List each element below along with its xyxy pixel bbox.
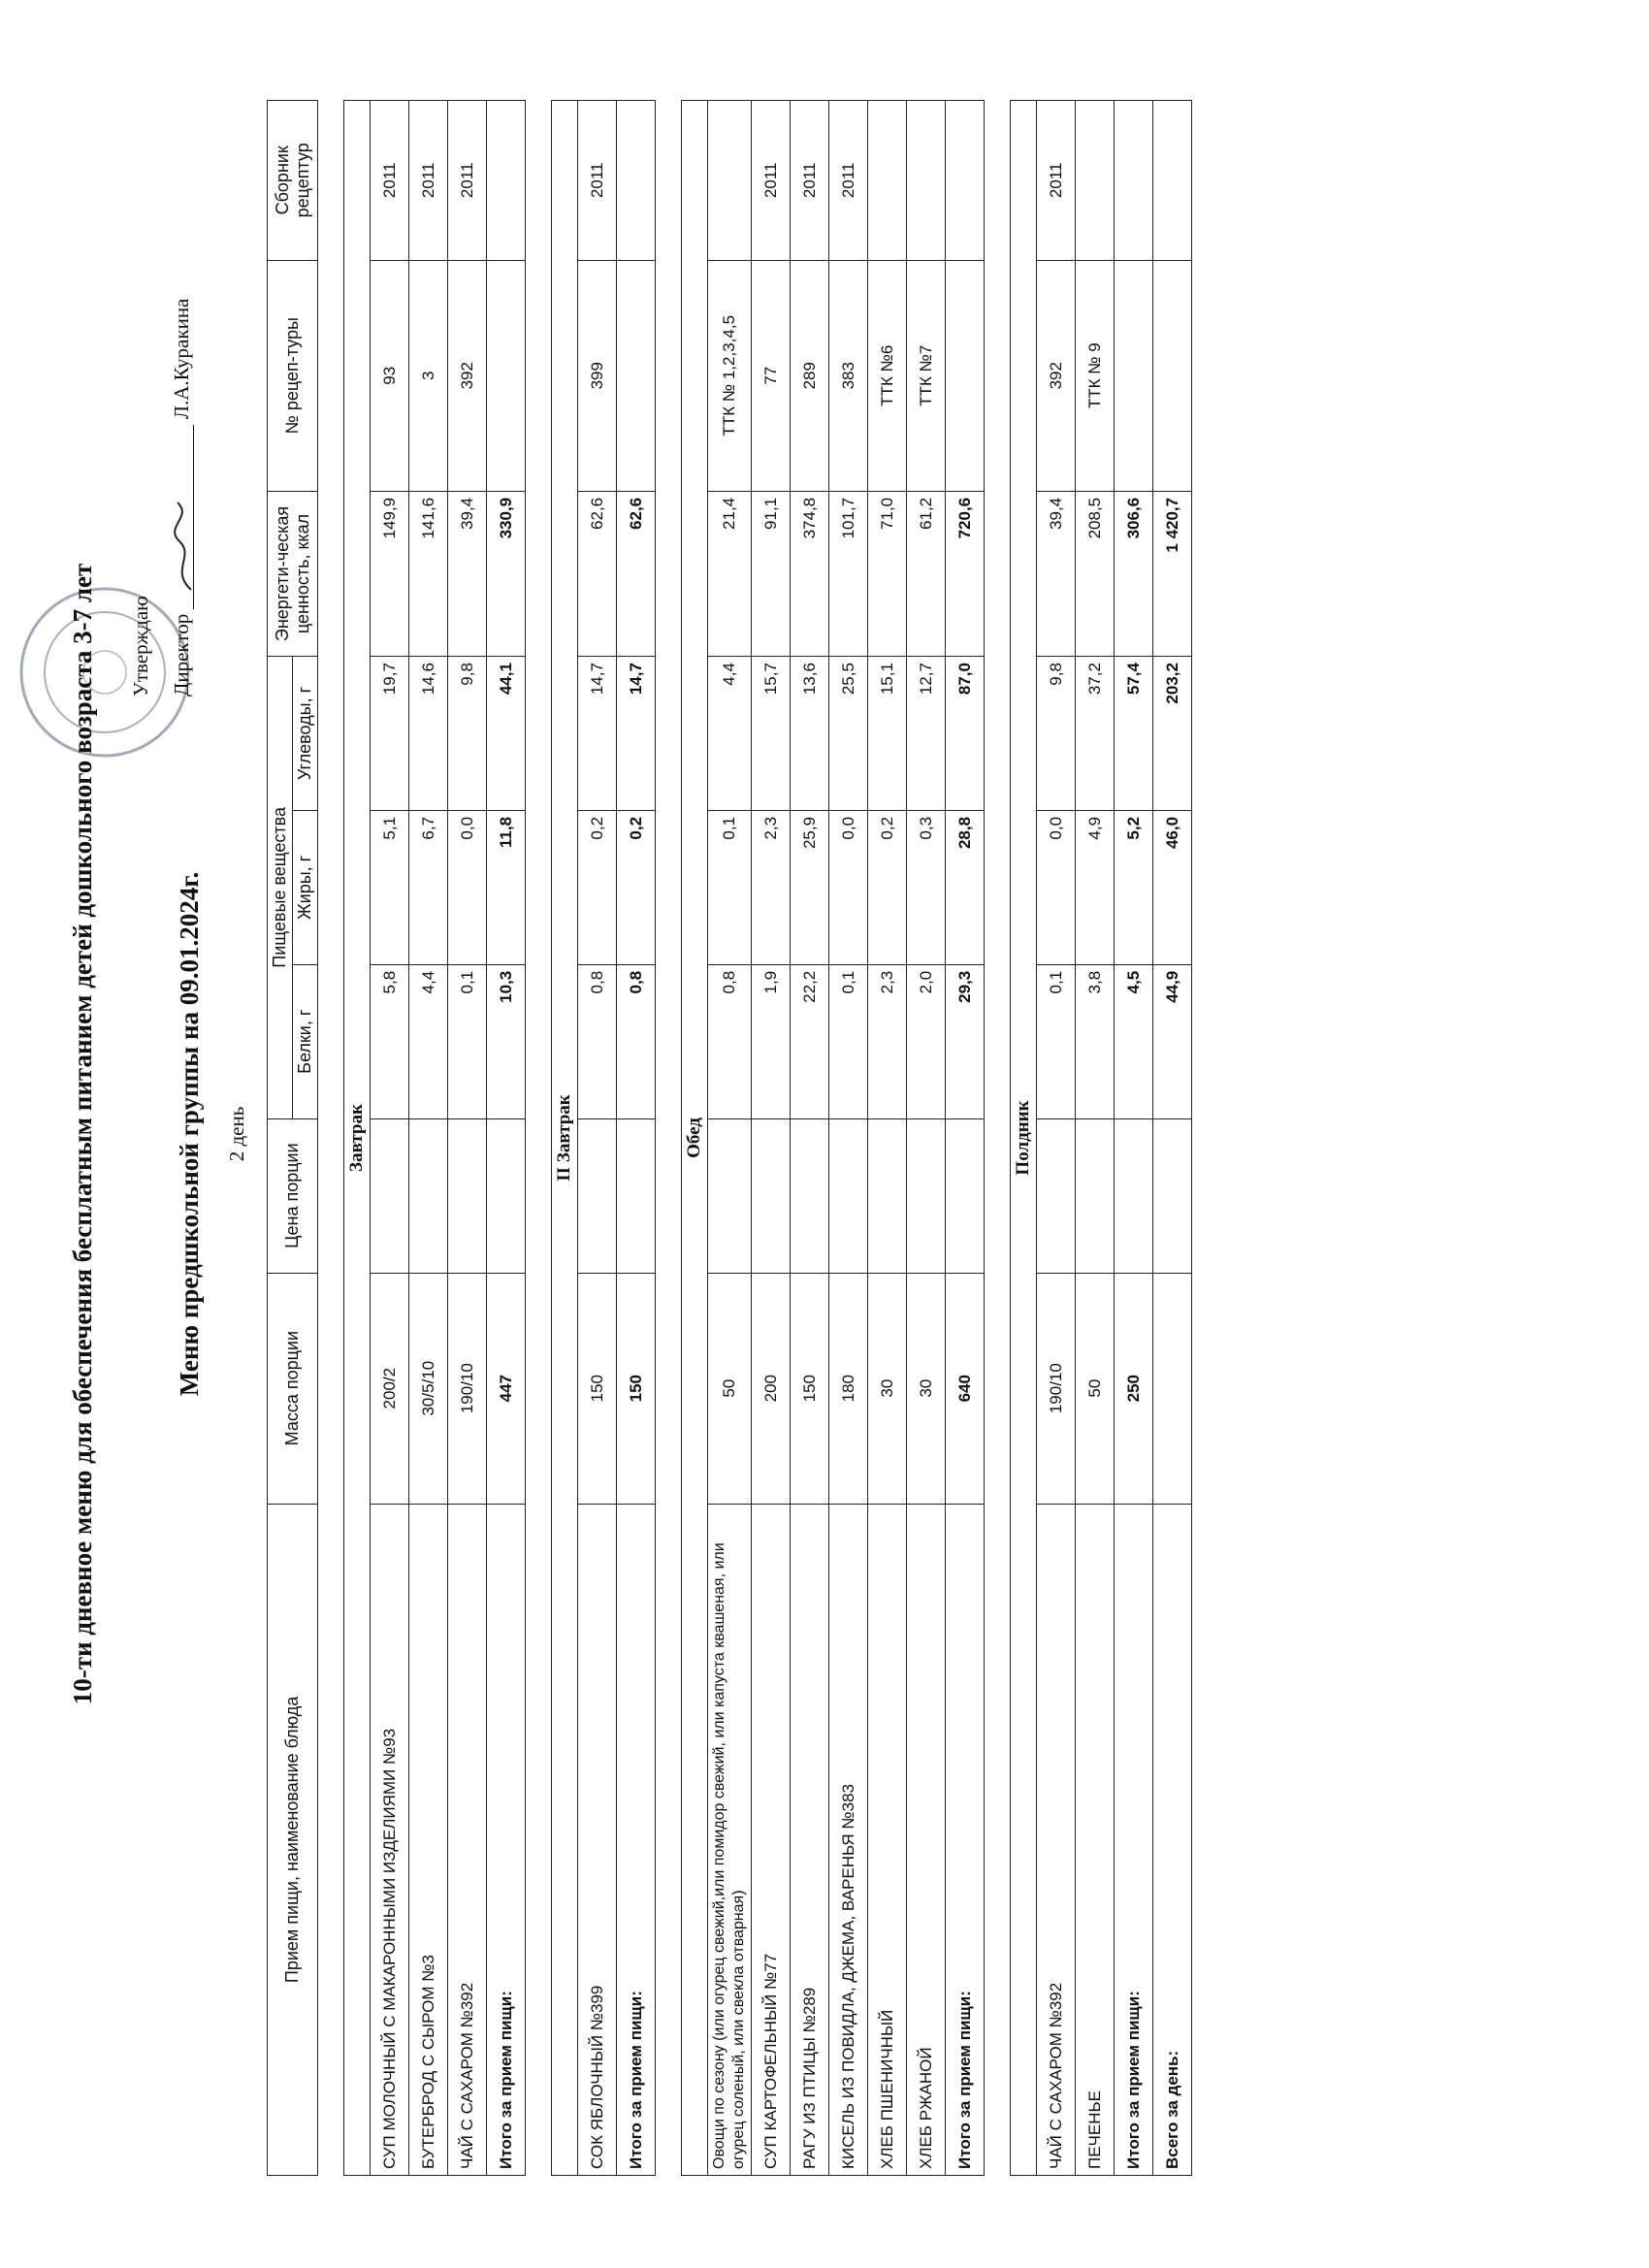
- cell-name: КИСЕЛЬ ИЗ ПОВИДЛА, ДЖЕМА, ВАРЕНЬЯ №383: [829, 1504, 868, 2175]
- cell-carbs: 14,7: [578, 657, 617, 811]
- cell-recipe: 3: [409, 260, 448, 491]
- total-energy: 720,6: [946, 491, 985, 656]
- cell-carbs: 37,2: [1076, 657, 1115, 811]
- gap-cell: [318, 101, 344, 2176]
- total-energy: 306,6: [1115, 491, 1153, 656]
- cell-mass: 150: [578, 1273, 617, 1504]
- cell-recipe: 77: [752, 260, 791, 491]
- section-header-row: [552, 101, 578, 2176]
- day-total-collection: [1153, 101, 1192, 261]
- total-fat: 0,2: [617, 810, 656, 964]
- cell-energy: 141,6: [409, 491, 448, 656]
- table-row: [371, 101, 409, 2176]
- cell-recipe: ТТК № 1,2,3,4,5: [708, 260, 752, 491]
- total-recipe: [487, 260, 526, 491]
- cell-mass: 190/10: [448, 1273, 487, 1504]
- cell-collection: 2011: [578, 101, 617, 261]
- cell-fat: 5,1: [371, 810, 409, 964]
- cell-name: СОК ЯБЛОЧНЫЙ №399: [578, 1504, 617, 2175]
- total-mass: 250: [1115, 1273, 1153, 1504]
- cell-collection: 2011: [371, 101, 409, 261]
- cell-fat: 4,9: [1076, 810, 1115, 964]
- cell-mass: 30/5/10: [409, 1273, 448, 1504]
- cell-energy: 62,6: [578, 491, 617, 656]
- cell-collection: 2011: [791, 101, 829, 261]
- cell-mass: 50: [1076, 1273, 1115, 1504]
- total-protein: 0,8: [617, 964, 656, 1118]
- total-price: [1115, 1118, 1153, 1273]
- cell-recipe: 383: [829, 260, 868, 491]
- cell-carbs: 9,8: [448, 657, 487, 811]
- total-collection: [1115, 101, 1153, 261]
- cell-protein: 0,1: [829, 964, 868, 1118]
- total-protein: 10,3: [487, 964, 526, 1118]
- total-mass: 447: [487, 1273, 526, 1504]
- cell-collection: 2011: [1037, 101, 1076, 261]
- cell-energy: 61,2: [907, 491, 946, 656]
- day-total-price: [1153, 1118, 1192, 1273]
- total-collection: [617, 101, 656, 261]
- cell-energy: 374,8: [791, 491, 829, 656]
- header-price: Цена порции: [268, 1118, 318, 1273]
- official-stamp-icon: [17, 585, 192, 760]
- table-row: [1076, 101, 1115, 2176]
- cell-mass: 50: [708, 1273, 752, 1504]
- day-total-energy: 1 420,7: [1153, 491, 1192, 656]
- cell-energy: 91,1: [752, 491, 791, 656]
- director-label: Директор: [170, 613, 193, 697]
- cell-carbs: 4,4: [708, 657, 752, 811]
- cell-collection: 2011: [752, 101, 791, 261]
- header-mass: Масса порции: [268, 1273, 318, 1504]
- gap-cell: [656, 101, 682, 2176]
- day-total-label: Всего за день:: [1153, 1504, 1192, 2175]
- menu-table: [267, 100, 1192, 2176]
- cell-price: [1076, 1118, 1115, 1273]
- cell-name: СУП КАРТОФЕЛЬНЫЙ №77: [752, 1504, 791, 2175]
- menu-subtitle: Меню предшкольной группы на 09.01.2024г.: [175, 871, 204, 1397]
- table-row: [708, 101, 752, 2176]
- total-energy: 62,6: [617, 491, 656, 656]
- section-title: II Завтрак: [552, 101, 578, 2176]
- cell-collection: 2011: [448, 101, 487, 261]
- cell-recipe: ТТК №7: [907, 260, 946, 491]
- section-header-row: [344, 101, 371, 2176]
- cell-collection: 2011: [409, 101, 448, 261]
- cell-fat: 25,9: [791, 810, 829, 964]
- day-label: 2 день: [225, 1106, 248, 1162]
- cell-collection: [708, 101, 752, 261]
- table-row: [868, 101, 907, 2176]
- total-fat: 11,8: [487, 810, 526, 964]
- cell-protein: 0,8: [708, 964, 752, 1118]
- gap-cell: [985, 101, 1011, 2176]
- cell-name: ЧАЙ С САХАРОМ №392: [1037, 1504, 1076, 2175]
- section-gap-row: [526, 101, 552, 2176]
- cell-price: [371, 1118, 409, 1273]
- cell-mass: 30: [868, 1273, 907, 1504]
- cell-mass: 150: [791, 1273, 829, 1504]
- cell-name: ПЕЧЕНЬЕ: [1076, 1504, 1115, 2175]
- total-price: [487, 1118, 526, 1273]
- section-gap-row: [318, 101, 344, 2176]
- cell-protein: 0,8: [578, 964, 617, 1118]
- cell-fat: 0,0: [1037, 810, 1076, 964]
- cell-carbs: 12,7: [907, 657, 946, 811]
- section-title: Завтрак: [344, 101, 371, 2176]
- header-meal: Прием пищи, наименование блюда: [268, 1504, 318, 2175]
- section-gap-row: [985, 101, 1011, 2176]
- cell-recipe: 93: [371, 260, 409, 491]
- cell-energy: 101,7: [829, 491, 868, 656]
- cell-energy: 208,5: [1076, 491, 1115, 656]
- cell-fat: 0,1: [708, 810, 752, 964]
- cell-protein: 4,4: [409, 964, 448, 1118]
- document-title: 10-ти дневное меню для обеспечения бесплатным питанием детей дошкольного возраста 3-7 лет: [68, 563, 97, 1705]
- total-carbs: 87,0: [946, 657, 985, 811]
- table-row: [578, 101, 617, 2176]
- cell-collection: [868, 101, 907, 261]
- header-recipe-no: № рецеп-туры: [268, 260, 318, 491]
- cell-fat: 0,2: [868, 810, 907, 964]
- section-total-row: [617, 101, 656, 2176]
- total-carbs: 44,1: [487, 657, 526, 811]
- cell-fat: 0,3: [907, 810, 946, 964]
- cell-name: БУТЕРБРОД С СЫРОМ №3: [409, 1504, 448, 2175]
- total-protein: 4,5: [1115, 964, 1153, 1118]
- total-recipe: [946, 260, 985, 491]
- approval-label: Утверждаю: [129, 596, 152, 697]
- cell-price: [791, 1118, 829, 1273]
- cell-fat: 2,3: [752, 810, 791, 964]
- day-total-row: [1153, 101, 1192, 2176]
- day-total-fat: 46,0: [1153, 810, 1192, 964]
- total-label: Итого за прием пищи:: [487, 1504, 526, 2175]
- cell-name: РАГУ ИЗ ПТИЦЫ №289: [791, 1504, 829, 2175]
- cell-energy: 149,9: [371, 491, 409, 656]
- cell-price: [829, 1118, 868, 1273]
- section-total-row: [946, 101, 985, 2176]
- cell-price: [409, 1118, 448, 1273]
- menu-table-body: [318, 101, 1192, 2176]
- cell-collection: 2011: [829, 101, 868, 261]
- table-row: [791, 101, 829, 2176]
- total-price: [617, 1118, 656, 1273]
- table-row: [829, 101, 868, 2176]
- section-header-row: [1011, 101, 1037, 2176]
- cell-price: [708, 1118, 752, 1273]
- total-mass: 640: [946, 1273, 985, 1504]
- cell-recipe: 392: [448, 260, 487, 491]
- director-name: Л.А.Куракина: [170, 298, 193, 420]
- total-price: [946, 1118, 985, 1273]
- cell-recipe: ТТК №6: [868, 260, 907, 491]
- cell-price: [752, 1118, 791, 1273]
- section-total-row: [487, 101, 526, 2176]
- table-row: [448, 101, 487, 2176]
- cell-name: Овощи по сезону (или огурец свежий,или помидор свежий, или капуста квашеная, или огурец соленый, или свекла отварная): [708, 1504, 752, 2175]
- cell-mass: 190/10: [1037, 1273, 1076, 1504]
- total-label: Итого за прием пищи:: [946, 1504, 985, 2175]
- cell-carbs: 15,1: [868, 657, 907, 811]
- header-collection: Сборник рецептур: [268, 101, 318, 261]
- section-total-row: [1115, 101, 1153, 2176]
- cell-name: ХЛЕБ РЖАНОЙ: [907, 1504, 946, 2175]
- section-title: Обед: [682, 101, 708, 2176]
- cell-carbs: 14,6: [409, 657, 448, 811]
- cell-mass: 200/2: [371, 1273, 409, 1504]
- cell-name: СУП МОЛОЧНЫЙ С МАКАРОННЫМИ ИЗДЕЛИЯМИ №93: [371, 1504, 409, 2175]
- total-label: Итого за прием пищи:: [1115, 1504, 1153, 2175]
- cell-energy: 39,4: [448, 491, 487, 656]
- cell-protein: 5,8: [371, 964, 409, 1118]
- header-nutrients: Пищевые вещества: [268, 657, 293, 1119]
- section-title: Полдник: [1011, 101, 1037, 2176]
- cell-mass: 30: [907, 1273, 946, 1504]
- table-row: [1037, 101, 1076, 2176]
- cell-price: [448, 1118, 487, 1273]
- cell-carbs: 25,5: [829, 657, 868, 811]
- total-mass: 150: [617, 1273, 656, 1504]
- total-fat: 5,2: [1115, 810, 1153, 964]
- cell-fat: 0,0: [448, 810, 487, 964]
- cell-protein: 22,2: [791, 964, 829, 1118]
- cell-protein: 3,8: [1076, 964, 1115, 1118]
- total-collection: [946, 101, 985, 261]
- cell-carbs: 19,7: [371, 657, 409, 811]
- cell-energy: 39,4: [1037, 491, 1076, 656]
- cell-name: ХЛЕБ ПШЕНИЧНЫЙ: [868, 1504, 907, 2175]
- cell-price: [578, 1118, 617, 1273]
- day-total-mass: [1153, 1273, 1192, 1504]
- day-total-protein: 44,9: [1153, 964, 1192, 1118]
- cell-carbs: 15,7: [752, 657, 791, 811]
- cell-recipe: 392: [1037, 260, 1076, 491]
- header-row-top: [268, 101, 293, 2176]
- cell-price: [907, 1118, 946, 1273]
- header-energy: Энергети-ческая ценность, ккал: [268, 491, 318, 656]
- section-gap-row: [656, 101, 682, 2176]
- total-fat: 28,8: [946, 810, 985, 964]
- cell-energy: 71,0: [868, 491, 907, 656]
- gap-cell: [526, 101, 552, 2176]
- cell-fat: 6,7: [409, 810, 448, 964]
- day-total-recipe: [1153, 260, 1192, 491]
- cell-collection: [1076, 101, 1115, 261]
- total-label: Итого за прием пищи:: [617, 1504, 656, 2175]
- total-recipe: [1115, 260, 1153, 491]
- cell-protein: 0,1: [448, 964, 487, 1118]
- total-energy: 330,9: [487, 491, 526, 656]
- header-carbs: Углеводы, г: [293, 657, 318, 811]
- cell-recipe: 399: [578, 260, 617, 491]
- cell-recipe: ТТК № 9: [1076, 260, 1115, 491]
- total-protein: 29,3: [946, 964, 985, 1118]
- cell-name: ЧАЙ С САХАРОМ №392: [448, 1504, 487, 2175]
- header-protein: Белки, г: [293, 964, 318, 1118]
- total-collection: [487, 101, 526, 261]
- total-recipe: [617, 260, 656, 491]
- header-fat: Жиры, г: [293, 810, 318, 964]
- cell-price: [1037, 1118, 1076, 1273]
- cell-protein: 2,0: [907, 964, 946, 1118]
- table-row: [907, 101, 946, 2176]
- cell-mass: 200: [752, 1273, 791, 1504]
- total-carbs: 14,7: [617, 657, 656, 811]
- cell-protein: 1,9: [752, 964, 791, 1118]
- section-header-row: [682, 101, 708, 2176]
- cell-fat: 0,0: [829, 810, 868, 964]
- cell-protein: 2,3: [868, 964, 907, 1118]
- table-row: [752, 101, 791, 2176]
- cell-protein: 0,1: [1037, 964, 1076, 1118]
- cell-carbs: 9,8: [1037, 657, 1076, 811]
- cell-collection: [907, 101, 946, 261]
- cell-carbs: 13,6: [791, 657, 829, 811]
- day-total-carbs: 203,2: [1153, 657, 1192, 811]
- cell-price: [868, 1118, 907, 1273]
- table-row: [409, 101, 448, 2176]
- cell-recipe: 289: [791, 260, 829, 491]
- total-carbs: 57,4: [1115, 657, 1153, 811]
- cell-fat: 0,2: [578, 810, 617, 964]
- cell-mass: 180: [829, 1273, 868, 1504]
- cell-energy: 21,4: [708, 491, 752, 656]
